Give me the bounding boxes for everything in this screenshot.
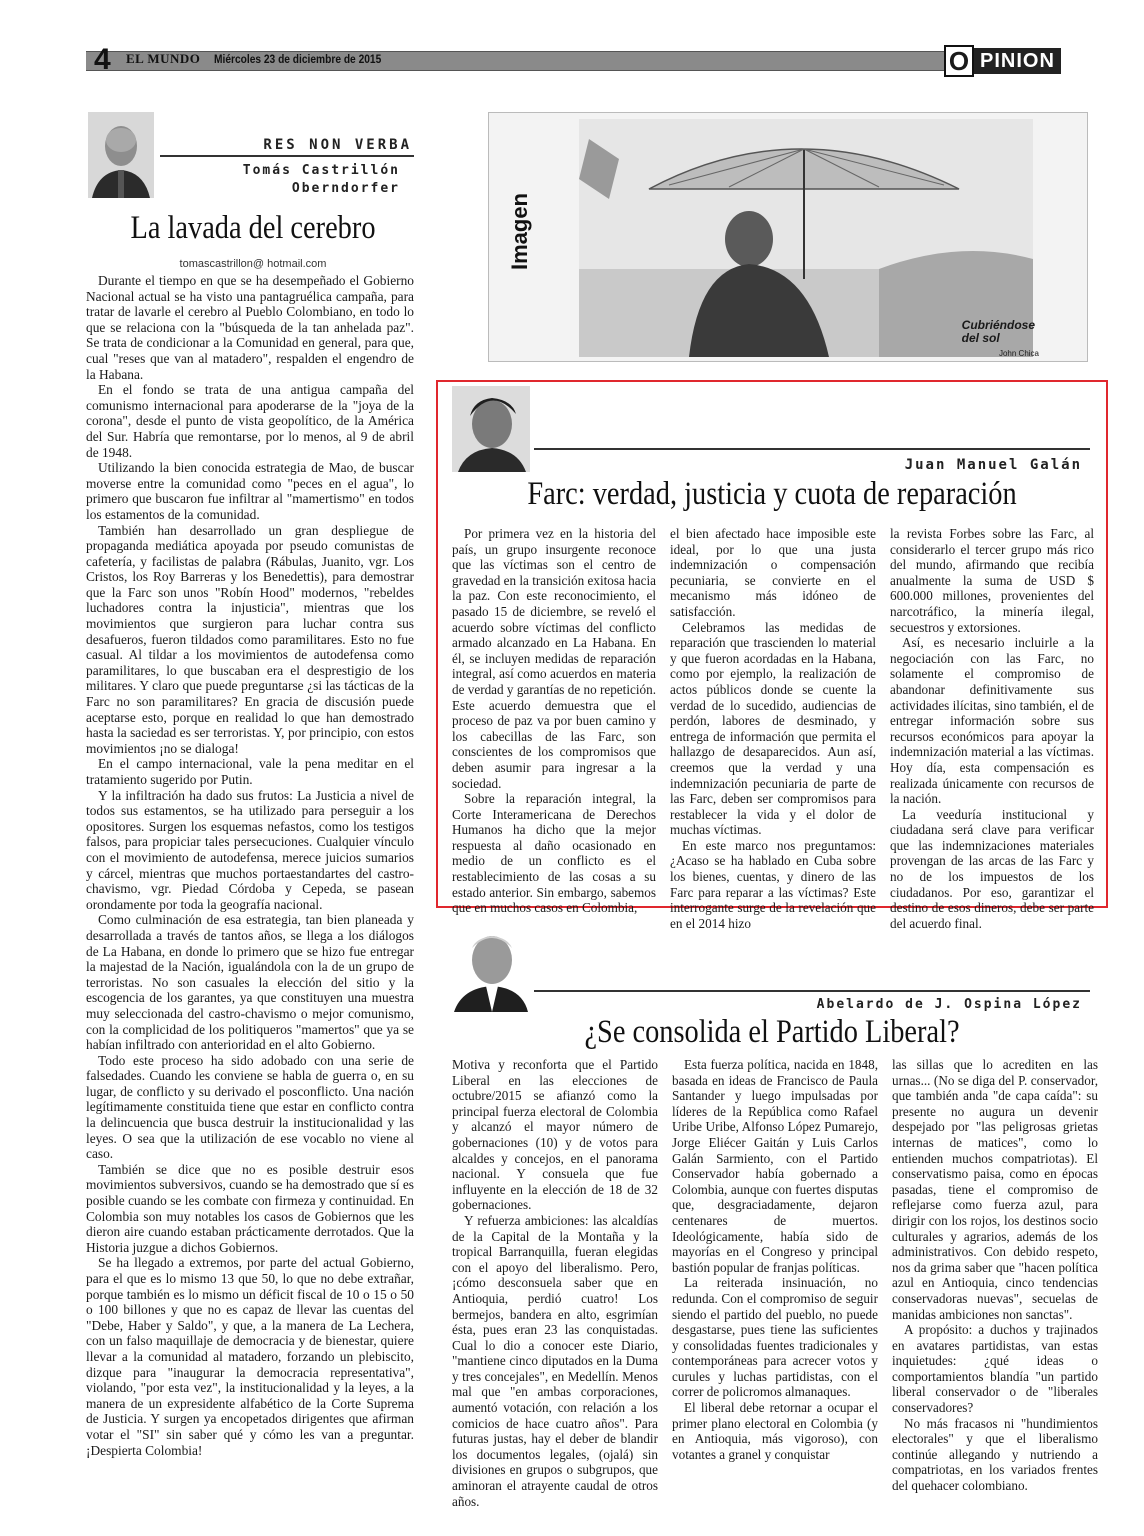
- paragraph: las sillas que lo acrediten en las urnas... (No se diga del P. conservador, que también anda "de capa caída": su presente no augura un devenir despejado por "las peligrosas grietas internas de matices", como lo entienden muchos compatriotas). El conservatismo paisa, como en épocas pasadas, tiene el compromiso de reflejarse como fuerza azul, para dirigir con los rojos, los destinos socio culturales y agrarios, además de los administrativos. Con debido respeto, nos da grima saber que "hacen política azul en Antioquia, cinco tendencias conservadoras nuevas", secuelas de manidas ambiciones non sanctas".: [892, 1057, 1098, 1322]
- article-headline: La lavada del cerebro: [130, 210, 376, 246]
- paragraph: Sobre la reparación integral, la Corte Interamericana de Derechos Humanos ha dicho que la mejor respuesta al daño ocasionado en medio de un conflicto es el restablecimiento de las cosas a su estado anterior. Sin embargo, sabemos que en muchos casos en Colombia,: [452, 791, 656, 916]
- article-column-2: [672, 1057, 878, 1462]
- paragraph: También han desarrollado un gran despliegue de propaganda mediática apoyada por pseudo comunistas de cafetería, y facilistas de palabra (Rábulas, Juanito, vgr. Los Cristos, los Roy Barreras y los Benedettis), para demostrar que la Farc son unos "Robín Hood" modernos, "rebeldes luchadores contra la injusticia", mientras que los movimientos que surgieron para luchar contra sus desafueros, fueron tildados como paramilitares. Esto no fue casual. Al tildar a los movimientos de autodefensa como paramilitares, lo que buscaban era el desprestigio de los militares. Y claro que puede preguntarse ¿si las tácticas de la Farc no son paramilitares? En gracia de discusión puede aceptarse esto, porque en realidad lo que han demostrado hasta la saciedad es ser terroristas. Y, por principio, con estos movimientos ¡no se dialoga!: [86, 522, 414, 756]
- author-name: Abelardo de J. Ospina López: [816, 997, 1082, 1012]
- author-name: [160, 162, 400, 198]
- paragraph: Como culminación de esa estrategia, tan bien planeada y desarrollada a través de tantos años, se llega a los diálogos de La Habana, en donde lo primero que se hizo fue entregar la majestad de la Nación, igualándola con la de un grupo de terroristas. No son casuales la elección del sitio y la escogencia de los garantes, ya que constituyen una muestra muy seleccionada del castro-chavismo o mejor comunismo, con la complicidad de los politiqueros "mamertos" que ya se habían infiltrado con anterioridad en el alto Gobierno.: [86, 912, 414, 1053]
- image-caption: [962, 319, 1035, 345]
- image-feature: [488, 112, 1088, 362]
- article-column-3: [892, 1057, 1098, 1494]
- article-headline: Farc: verdad, justicia y cuota de reparación: [527, 476, 1017, 512]
- paragraph: Celebramos las medidas de reparación que trascienden lo material y que fueron acordadas en la Habana, como por ejemplo, la realización de actos públicos donde se cuente la verdad de lo sucedido, audiencias de perdón, labores de desminado, y entrega de información que permita el hallazgo de desaparecidos. Aun así, creemos que la verdad y una indemnización pecuniaria de parte de las Farc, deben ser compromisos para restablecer la vida y el dolor de muchas víctimas.: [670, 619, 876, 838]
- paragraph: La veeduría institucional y ciudadana será clave para verificar que las indemnizaciones materiales provengan de las arcas de las Farc y no de los impuestos de los ciudadanos. Por eso, garantizar el destino de esos dineros, debe ser parte del acuerdo final.: [890, 806, 1094, 931]
- paragraph: Motiva y reconforta que el Partido Liberal en las elecciones de octubre/2015 se afianzó como la principal fuerza electoral de Colombia y alcanzó el mayor número de gobernaciones (10) y de votos para alcaldes y concejos, en el panorama nacional. Y consuela que fue influyente en la elección de 18 de 32 gobernaciones.: [452, 1057, 658, 1213]
- paragraph: Así, es necesario incluirle a la negociación con las Farc, no solamente el compromiso de abandonar definitivamente sus actividades ilícitas, sino también, el de entregar información sobre sus recursos económicos para apoyar la indemnización material a las víctimas. Hoy día, esta compensación es realizada únicamente con recursos de la nación.: [890, 635, 1094, 807]
- paragraph: Y la infiltración ha dado sus frutos: La Justicia a nivel de todos sus estamentos, se ha utilizado para perseguir a los opositores. Surgen los esquemas nefastos, como los testigos falsos, para propiciar tales persecuciones. Cualquier vínculo con el movimiento de autodefensa, merece juicios sumarios y cárcel, mientras que muchos portaestandartes del castro-chavismo, vgr. Piedad Córdoba y Cepeda, se pasean orondamente por toda la geografía nacional.: [86, 787, 414, 912]
- author-email: tomascastrillon@ hotmail.com: [179, 258, 327, 270]
- author-photo: [452, 922, 530, 1012]
- article-headline: ¿Se consolida el Partido Liberal?: [584, 1014, 960, 1050]
- paragraph: Esta fuerza política, nacida en 1848, basada en ideas de Francisco de Paula Santander y luego impulsadas por líderes de la República como Rafael Uribe Uribe, Alfonso López Pumarejo, Jorge Eliécer Gaitán y Luis Carlos Galán Sarmiento, con el Partido Conservador había gobernado a Colombia, aunque con fuertes disputas que, desgraciadamente, dejaron centenares de muertos. Ideológicamente, había sido de mayorías en el Congreso y principal bastión popular de franjas políticas.: [672, 1057, 878, 1275]
- author-name-line1: Tomás Castrillón: [242, 163, 400, 178]
- paragraph: También se dice que no es posible destruir esos movimientos subversivos, cuando se ha demostrado que sí es posible cuando se les combate con firmeza y continuidad. En Colombia son muy notables los casos de Gobiernos que les dieron aire cuando estaban prácticamente derrotados. Que la Historia juzgue a dichos Gobiernos.: [86, 1161, 414, 1255]
- page-number: 4: [94, 43, 111, 76]
- paragraph: A propósito: a duchos y trajinados en avatares partidistas, van estas inquietudes: ¿qué ideas o comportamientos blandía "un partido liberal conservador o de "liberales conservadores?: [892, 1322, 1098, 1416]
- article-column-3: [890, 526, 1094, 931]
- article-column-1: [452, 1057, 658, 1509]
- paragraph: Todo este proceso ha sido adobado con una serie de falsedades. Cuando les conviene se habla de guerra o, en su lugar, de conflicto y su derivado el posconflicto. Una nación legítimamente constituida tiene que estar en conflicto contra la delincuencia que busca destruir la institucionalidad y las leyes. O sea que la utilización de ese vocablo no viene al caso.: [86, 1052, 414, 1162]
- paragraph: La reiterada insinuación, no redunda. Con el compromiso de seguir siendo el partido del pueblo, no puede desgastarse, pues tiene las suficientes y consolidadas fuentes tradicionales y contemporáneas para acrecer votos y curules y luchas partidistas, con el correr de policromos almanaques.: [672, 1275, 878, 1400]
- paragraph: Y refuerza ambiciones: las alcaldías de la Capital de la Montaña y la tropical Barranquilla, fueran elegidas con el apoyo del liberalismo. Pero, ¡cómo desconsuela saber que en Antioquia, perdió cuatro! Los bermejos, bandera en alto, esgrimían ésta, pues eran 23 las conquistadas. Cual lo dio a conocer este Diario, "mantiene cinco diputados en la Duma y tres concejales", en Medellín. Menos mal que "en ambas corporaciones, aumentó votación, con relación a los comicios de hace cuatro años". Para futuras justas, hay el deber de blandir los documentos legales, (ojalá) sin divisiones en grupos o subgrupos, que aminoran el atrayente caudal de otros años.: [452, 1212, 658, 1509]
- paragraph: el bien afectado hace imposible este ideal, por lo que una justa indemnización o compensación pecuniaria, se convierte en el mecanismo más idóneo de satisfacción.: [670, 526, 876, 619]
- page-masthead: [86, 45, 1096, 75]
- column-kicker: RES NON VERBA: [263, 137, 412, 153]
- paragraph: En el fondo se trata de una antigua campaña del comunismo internacional para apoderarse de la "joya de la corona", desde el punto de vista geopolítico, de la América del Sur. Habría que remontarse, por lo menos, al 9 de abril de 1948.: [86, 382, 414, 460]
- paragraph: No más fracasos ni "hundimientos electorales" y que el liberalismo continúe allegando y nutriendo a compatriotas, en los variados frentes del quehacer colombiano.: [892, 1415, 1098, 1494]
- section-title: PINION: [974, 48, 1061, 74]
- byline-rule: [160, 155, 414, 157]
- caption-line2: del sol: [961, 331, 1000, 345]
- section-label: [944, 45, 1061, 77]
- paragraph: Por primera vez en la historia del país, un grupo insurgente reconoce que las víctimas son el centro de gravedad en la transición exitosa hacia la paz. Con este reconocimiento, el pasado 15 de diciembre, se reveló el acuerdo sobre víctimas del conflicto armado alcanzado en La Habana. En él, se incluyen medidas de reparación integral, así como acuerdos en materia de verdad y garantías de no repetición. Este acuerdo demuestra que el proceso de paz va por buen camino y los cabecillas de las Farc, son conscientes de los compromisos que deben asumir para ingresar a la sociedad.: [452, 526, 656, 791]
- author-photo: [88, 112, 154, 198]
- author-name: Juan Manuel Galán: [904, 457, 1082, 473]
- paragraph: Se ha llegado a extremos, por parte del actual Gobierno, para el que es lo mismo 13 que 50, lo que no debe extrañar, porque también es lo mismo un déficit fiscal de 10 o 15 o 50 o 100 billones y que no es capaz de llevar las cuentas del "Debe, Haber y Saldo", y que, a la manera de La Lechera, con un falso maquillaje de democracia y de bienestar, quiere llevar a la comunidad al matadero, forzando un plebiscito, dizque para "inaugurar la democracia representativa", violando, "por esta vez", la institucionalidad y la leyes, a la manera de un expresidente alfabético de la Corte Suprema de Justicia. Y surgen ya encopetados dirigentes que afirman votar el "SI" sin saber qué y cómo les van a preguntar. ¡Despierta Colombia!: [86, 1255, 414, 1458]
- article-column-1: [452, 526, 656, 916]
- paragraph: El liberal debe retornar a ocupar el primer plano electoral en Colombia (y en Antioquia, más vigoroso), con votantes a granel y conquistar: [672, 1400, 878, 1462]
- paragraph: Durante el tiempo en que se ha desempeñado el Gobierno Nacional actual se ha visto una pantagruélica campaña, para tratar de lavarle el cerebro al Pueblo Colombiano, en todo lo que se relaciona con la "búsqueda de la tan anhelada paz". Se trata de condicionar a la Comunidad en general, para que, cual "reses que van al matadero", respalden el engendro de la Habana.: [86, 273, 414, 382]
- paragraph: En este marco nos preguntamos: ¿Acaso se ha hablado en Cuba sobre los bienes, cuentas, y dinero de las Farc para reparar a las víctimas? Este interrogante surge de la revelación que en el 2014 hizo: [670, 837, 876, 931]
- paragraph: En el campo internacional, vale la pena meditar en el tratamiento sugerido por Putin.: [86, 756, 414, 787]
- newspaper-name: EL MUNDO: [126, 51, 201, 66]
- image-section-label: Imagen: [507, 193, 532, 271]
- issue-date: Miércoles 23 de diciembre de 2015: [214, 52, 382, 66]
- photo-credit: John Chica: [998, 349, 1039, 358]
- author-photo: [452, 386, 530, 472]
- author-name-line2: Oberndorfer: [291, 181, 400, 196]
- paragraph: la revista Forbes sobre las Farc, al considerarlo el tercer grupo más rico del mundo, afirmando que recibía anualmente la suma de USD $ 600.000 millones, provenientes del narcotráfico, la minería ilegal, secuestros y extorsiones.: [890, 526, 1094, 635]
- byline-rule: [534, 990, 1090, 992]
- article-body: [86, 273, 414, 1458]
- byline-rule: [534, 448, 1090, 450]
- caption-line1: Cubriéndose: [961, 318, 1035, 332]
- paragraph: Utilizando la bien conocida estrategia de Mao, de buscar moverse entre la comunidad como "peces en el agua", lo primero que buscaron fue infiltrar al "mamertismo" en todos los estamentos de la comunidad.: [86, 460, 414, 522]
- section-initial: O: [944, 45, 974, 77]
- article-column-2: [670, 526, 876, 931]
